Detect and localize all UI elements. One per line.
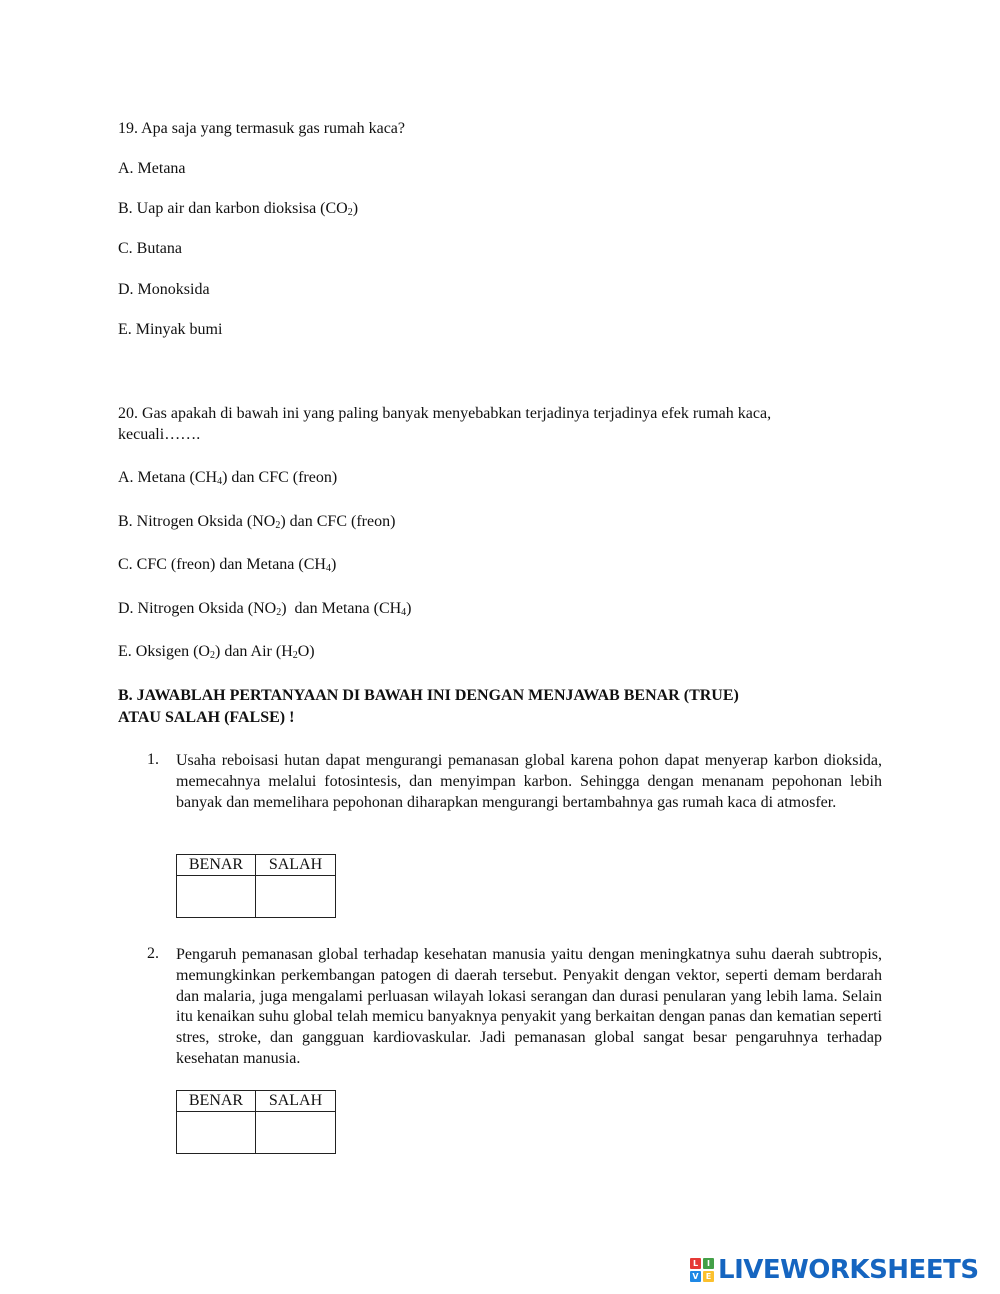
q19-option-e[interactable]: E. Minyak bumi — [118, 321, 223, 338]
q20-option-a[interactable]: A. Metana $(CH_4)$ dan CFC (freon) — [118, 469, 338, 487]
q19-option-a[interactable]: A. Metana — [118, 160, 186, 177]
logo-letter: L — [690, 1258, 701, 1269]
benar-header: BENAR — [177, 1091, 256, 1112]
q19-option-c[interactable]: C. Butana — [118, 240, 182, 257]
q20-option-c[interactable]: C. CFC (freon) dan Metana $(CH_4)$ — [118, 556, 337, 574]
logo-text: LIVEWORKSHEETS — [718, 1255, 979, 1285]
statement-1-text: Usaha reboisasi hutan dapat mengurangi pemanasan global karena pohon dapat menyerap karbon dioksida, memecahnya melalui fotosintesis, dan menyimpan karbon. Sehingga dengan menanam pepohonan lebih banyak dan memelihara pepohonan diharapkan mengurangi bertambahnya gas rumah kaca di atmosfer. — [176, 752, 882, 811]
q20-question-line1: 20. Gas apakah di bawah ini yang paling banyak menyebabkan terjadinya terjadinya efek rumah kaca, — [118, 405, 772, 422]
q19-question: 19. Apa saja yang termasuk gas rumah kaca? — [118, 120, 406, 137]
q20-option-e[interactable]: E. Oksigen $(O_2)$ dan Air $(H_2O)$ — [118, 643, 315, 661]
salah-header: SALAH — [256, 855, 336, 876]
statement-2-text: Pengaruh pemanasan global terhadap kesehatan manusia yaitu dengan meningkatnya suhu daerah subtropis, memungkinkan perkembangan patogen di daerah tersebut. Penyakit dengan vektor, seperti demam berdarah dan malaria, juga mengalami perluasan wilayah lokasi serangan dan durasi penularan yang lebih lama. Selain itu kenaikan suhu global telah memicu banyaknya penyakit yang berkaitan dengan panas dan kematian seperti stres, stroke, dan gangguan kardiovaskular. Jadi pemanasan global sangat besar pengaruhnya terhadap kesehatan manusia. — [176, 946, 882, 1067]
benar-header: BENAR — [177, 855, 256, 876]
liveworksheets-logo — [690, 1254, 990, 1286]
logo-letter: I — [703, 1258, 714, 1269]
salah-answer-cell[interactable] — [256, 1112, 336, 1154]
q19-option-d[interactable]: D. Monoksida — [118, 281, 210, 298]
q19-option-b[interactable]: B. Uap air dan karbon dioksisa $(CO_2)$ — [118, 200, 359, 218]
logo-grid-icon — [690, 1258, 714, 1282]
salah-header: SALAH — [256, 1091, 336, 1112]
q20-option-d[interactable]: D. Nitrogen Oksida $(NO_2)$ dan Metana $(CH_4)$ — [118, 600, 412, 618]
section-b-heading-line1: B. JAWABLAH PERTANYAAN DI BAWAH INI DENGAN MENJAWAB BENAR (TRUE) — [118, 687, 739, 704]
salah-answer-cell[interactable] — [256, 876, 336, 918]
statement-1-answer-table — [176, 854, 336, 918]
logo-letter: E — [703, 1271, 714, 1282]
benar-answer-cell[interactable] — [177, 1112, 256, 1154]
logo-letter: V — [690, 1271, 701, 1282]
q20-option-b[interactable]: B. Nitrogen Oksida $(NO_2)$ dan CFC (freon) — [118, 513, 396, 531]
q20-question-line2: kecuali……. — [118, 426, 201, 443]
section-b-heading-line2: ATAU SALAH (FALSE) ! — [118, 709, 295, 726]
statement-1-number: 1. — [147, 751, 159, 768]
statement-2-answer-table — [176, 1090, 336, 1154]
benar-answer-cell[interactable] — [177, 876, 256, 918]
statement-2-number: 2. — [147, 945, 159, 962]
